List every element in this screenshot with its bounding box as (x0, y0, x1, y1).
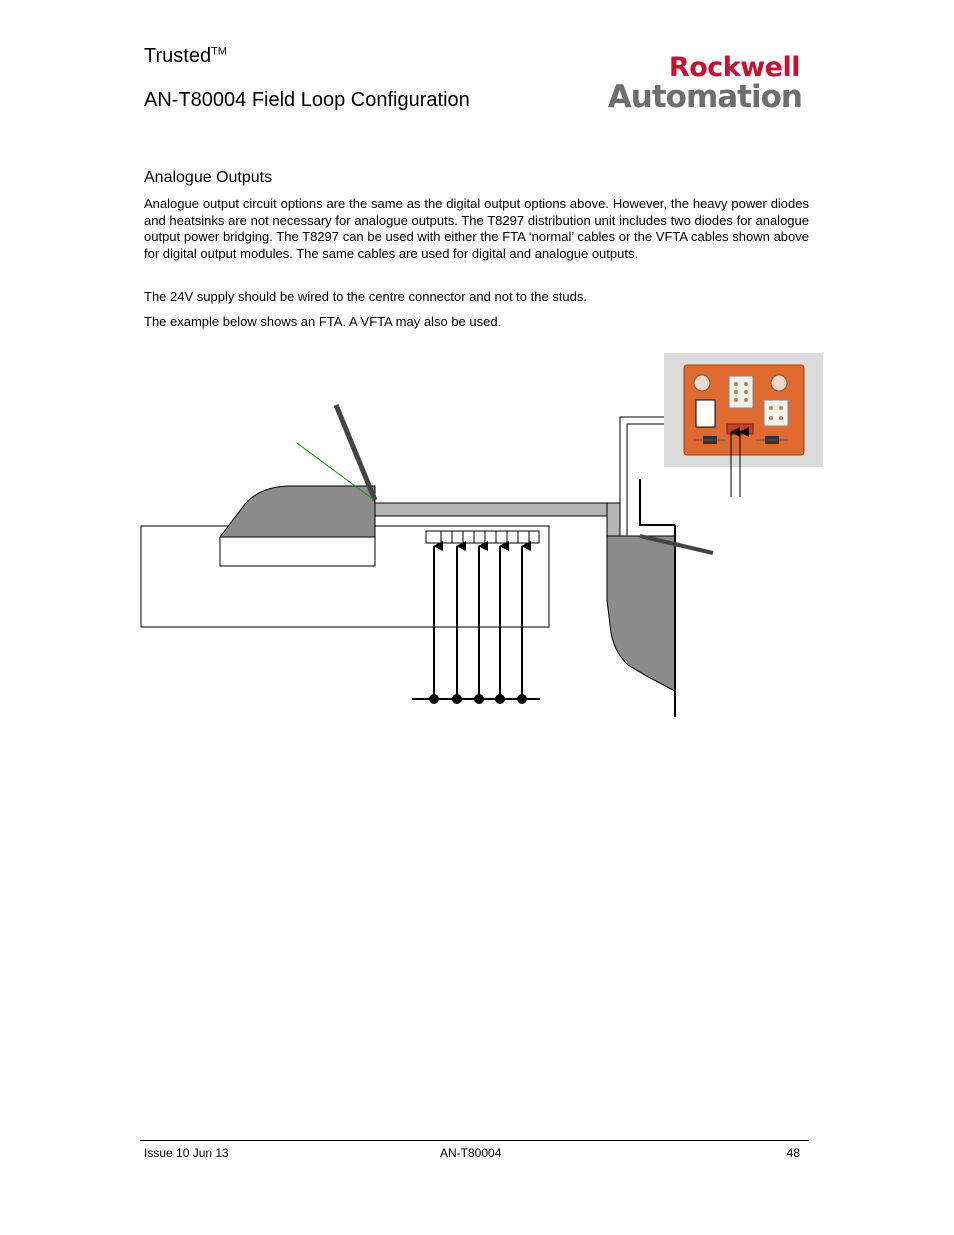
supply-cable-inner (627, 424, 696, 536)
brand-title (144, 44, 227, 68)
logo-line-2: Automation (607, 79, 802, 115)
output-arrows (731, 432, 740, 497)
fta-connector-hood (220, 486, 375, 537)
footer-issue: Issue 10 Jun 13 (144, 1146, 229, 1160)
field-wires (412, 546, 540, 704)
right-connector (764, 400, 788, 426)
supply-cable (620, 417, 696, 536)
module-lever (640, 536, 713, 553)
stud-right (771, 375, 787, 391)
logo-line-1: Rockwell (668, 52, 800, 83)
body-paragraph-2: The 24V supply should be wired to the centre connector and not to the studs. (144, 289, 588, 304)
document-title: AN-T80004 Field Loop Configuration (144, 89, 470, 111)
output-terminal (727, 424, 753, 434)
footer-rule (140, 1140, 809, 1141)
stud-left (694, 375, 710, 391)
diode-left (703, 436, 717, 444)
fta-connector-base (220, 537, 375, 566)
io-module (607, 536, 675, 691)
supply-connector-box (696, 400, 715, 427)
distribution-unit-photo (664, 353, 823, 467)
horizontal-cable (375, 503, 608, 516)
terminal-block (426, 531, 539, 543)
vertical-cable (607, 503, 620, 536)
body-paragraph-1: Analogue output circuit options are the same as the digital output options above. However, the heavy power diodes and heatsinks are not necessary for analogue outputs. The T8297 distribution unit includes two diodes for analogue output power bridging. The T8297 can be used with either the FTA ‘normal’ cables or the VFTA cables shown above for digital output modules. The same cables are used for digital and analogue outputs. (144, 196, 809, 261)
fta-chassis (141, 526, 549, 627)
footer-page-number: 48 (786, 1146, 800, 1160)
brand-name: Trusted (144, 45, 212, 67)
connector-lever (336, 405, 375, 500)
rockwell-automation-logo (566, 52, 802, 115)
centre-connector (729, 376, 753, 408)
body-paragraph-3: The example below shows an FTA. A VFTA may also be used. (144, 314, 502, 329)
section-heading: Analogue Outputs (144, 169, 273, 186)
module-bracket (640, 479, 675, 525)
trademark-sup: TM (211, 45, 227, 58)
diode-right (765, 436, 779, 444)
green-leader-line (297, 443, 374, 500)
footer-doc-id: AN-T80004 (440, 1146, 502, 1160)
